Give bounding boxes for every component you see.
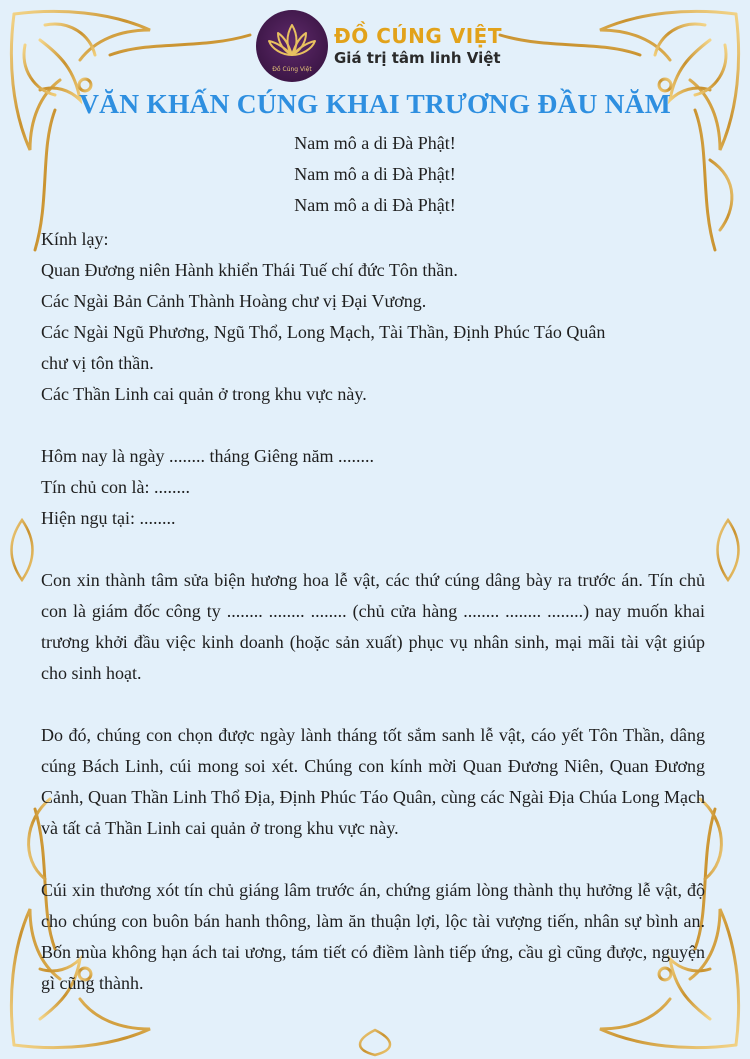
paragraph-invitation: Do đó, chúng con chọn được ngày lành tháng tốt sắm sanh lễ vật, cáo yết Tôn Thần, dâng cúng Bách Linh, cúi mong soi xét. Chúng con kính mời Quan Đương Niên, Quan Đương Cảnh, Quan Thần Linh Thổ Địa, Định Phúc Táo Quân, cùng các Ngài Địa Chúa Long Mạch và tất cả Thần Linh cai quản ở trong khu vực này.	[41, 725, 705, 838]
invocation-line: Kính lạy:	[41, 229, 109, 249]
brand-name: ĐỒ CÚNG VIỆT	[334, 24, 502, 48]
info-line-address: Hiện ngụ tại: ........	[41, 508, 176, 528]
info-line-name: Tín chủ con là: ........	[41, 477, 190, 497]
info-line-date: Hôm nay là ngày ........ tháng Giêng năm ........	[41, 446, 374, 466]
document-title: VĂN KHẤN CÚNG KHAI TRƯƠNG ĐẦU NĂM	[79, 88, 671, 119]
chant-line: Nam mô a di Đà Phật!	[294, 133, 456, 153]
invocation-line: Các Ngài Bản Cảnh Thành Hoàng chư vị Đại Vương.	[41, 291, 427, 311]
invocation-line: chư vị tôn thần.	[41, 353, 154, 373]
invocation-line: Quan Đương niên Hành khiển Thái Tuế chí đức Tôn thần.	[41, 260, 458, 280]
invocation-line: Các Ngài Ngũ Phương, Ngũ Thổ, Long Mạch, Tài Thần, Định Phúc Táo Quân	[41, 322, 606, 342]
paragraph-offering: Con xin thành tâm sửa biện hương hoa lễ vật, các thứ cúng dâng bày ra trước án. Tín chủ con là giám đốc công ty ........ ........ ........ (chủ cửa hàng ........ ........ ........) nay muốn khai trương khởi đầu việc kinh doanh (hoặc sản xuất) phục vụ nhân sinh, mại mãi tài vật giúp cho sinh hoạt.	[41, 570, 705, 683]
brand-logo	[256, 10, 502, 82]
prayer-body	[41, 224, 705, 999]
lotus-logo-icon	[256, 10, 328, 82]
chant-line: Nam mô a di Đà Phật!	[294, 195, 456, 215]
brand-tagline: Giá trị tâm linh Việt	[334, 49, 501, 67]
brand-text	[334, 24, 502, 68]
invocation-line: Các Thần Linh cai quản ở trong khu vực này.	[41, 384, 367, 404]
chant-line: Nam mô a di Đà Phật!	[294, 164, 456, 184]
paragraph-blessing: Cúi xin thương xót tín chủ giáng lâm trước án, chứng giám lòng thành thụ hưởng lễ vật, độ cho chúng con buôn bán hanh thông, làm ăn thuận lợi, lộc tài vượng tiến, nhân sự bình an. Bốn mùa không hạn ách tai ương, tám tiết có điềm lành tiếp ứng, cầu gì cũng được, nguyện gì cũng thành.	[41, 880, 705, 993]
logo-small-text: Đồ Cúng Việt	[272, 66, 312, 73]
